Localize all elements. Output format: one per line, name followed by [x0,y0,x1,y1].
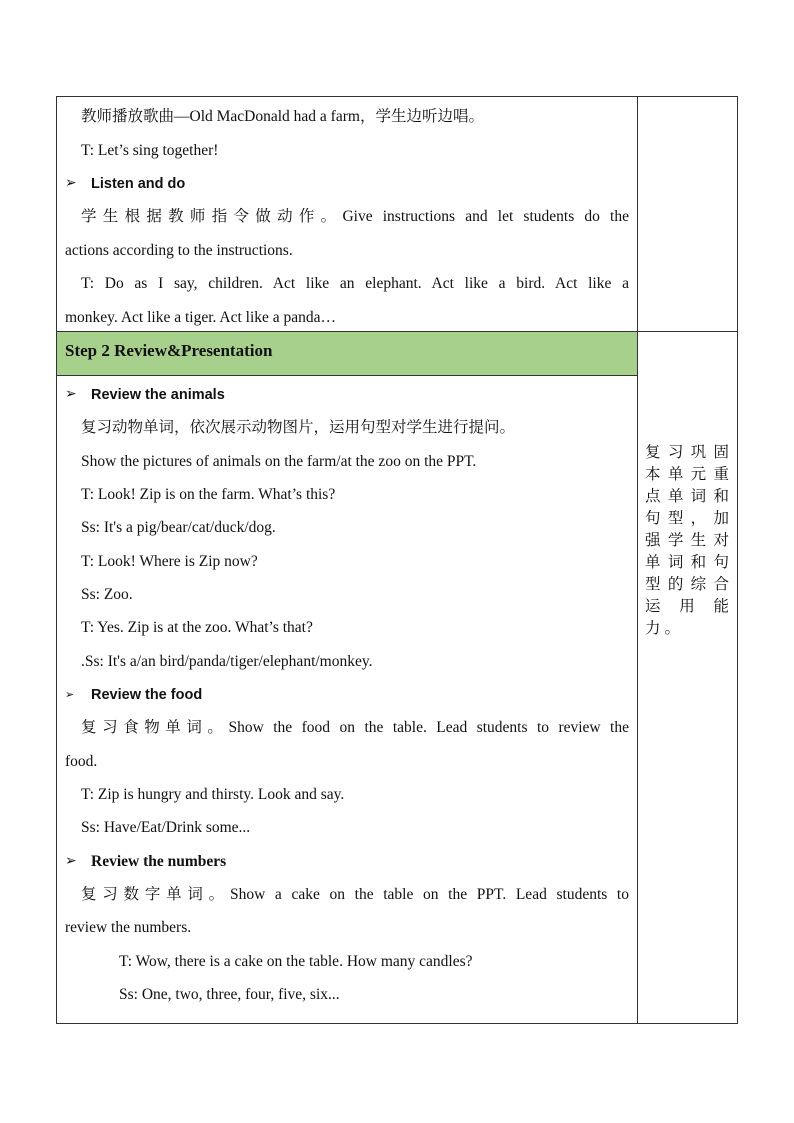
step2-content-cell [57,376,637,1024]
text-line: 学生根据教师指令做动作。Give instructions and let students do the [81,208,629,225]
text-line: 复习数字单词。Show a cake on the table on the PPT. Lead students to [81,886,629,903]
text-line: 复习动物单词，依次展示动物图片，运用句型对学生进行提问。 [81,419,516,436]
text-line: T: Wow, there is a cake on the table. How many candles? [119,953,473,970]
text-line: Ss: It's a pig/bear/cat/duck/dog. [81,519,276,536]
warmup-cell [57,97,637,331]
text-line: Ss: One, two, three, four, five, six... [119,986,340,1003]
text-line: .Ss: It's a/an bird/panda/tiger/elephant/monkey. [81,653,373,670]
bullet-arrow-icon: ➢ [65,689,75,701]
text-line: 教师播放歌曲—Old MacDonald had a farm，学生边听边唱。 [81,108,484,125]
section-heading: Listen and do [91,176,186,192]
text-line: Ss: Have/Eat/Drink some... [81,819,251,836]
step-title: Step 2 Review&Presentation [65,341,273,360]
column-divider [637,97,638,1023]
text-line: T: Zip is hungry and thirsty. Look and say. [81,786,345,803]
section-heading: Review the food [91,687,203,703]
bullet-arrow-icon: ➢ [65,854,77,869]
text-line: monkey. Act like a tiger. Act like a panda… [65,309,337,326]
text-line: T: Look! Zip is on the farm. What’s this? [81,486,336,503]
step-header-band [57,332,637,375]
text-line: actions according to the instructions. [65,242,293,259]
text-line: Ss: Zoo. [81,586,133,603]
bullet-arrow-icon: ➢ [65,387,77,402]
text-line: T: Yes. Zip is at the zoo. What’s that? [81,619,313,636]
text-line: T: Do as I say, children. Act like an elephant. Act like a bird. Act like a [81,275,629,292]
teaching-purpose-note: 复习巩固本单元重点单词和句型，加强学生对单词和句型的综合运用能力。 [645,443,733,637]
text-line: Show the pictures of animals on the farm/at the zoo on the PPT. [81,453,477,470]
section-heading: Review the animals [91,387,225,403]
bullet-arrow-icon: ➢ [65,176,77,191]
text-line: T: Look! Where is Zip now? [81,553,258,570]
text-line: T: Let’s sing together! [81,142,219,159]
text-line: 复习食物单词。Show the food on the table. Lead students to review the [81,719,629,736]
lesson-plan-table [56,96,738,1024]
text-line: food. [65,753,98,770]
section-heading: Review the numbers [91,853,227,870]
text-line: review the numbers. [65,919,192,936]
